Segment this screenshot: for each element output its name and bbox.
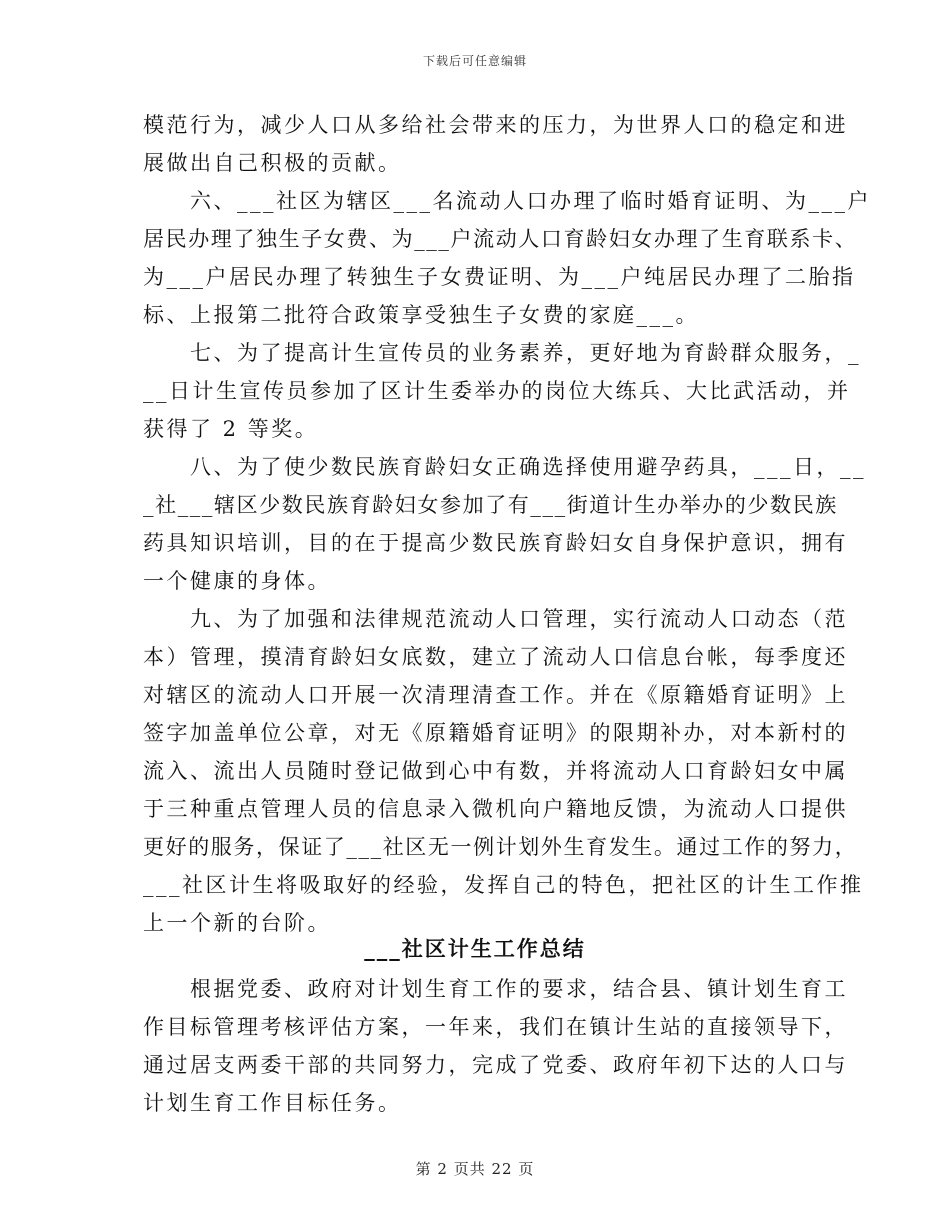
text-line: 为___户居民办理了转独生子女费证明、为___户纯居民办理了二胎指 bbox=[143, 265, 856, 289]
paragraph-eight: 八、为了使少数民族育龄妇女正确选择使用避孕药具，___日，__ bbox=[190, 455, 866, 479]
text-line: 签字加盖单位公章，对无《原籍婚育证明》的限期补办，对本新村的 bbox=[143, 721, 848, 745]
text-line: 标、上报第二批符合政策享受独生子女费的家庭___。 bbox=[143, 303, 699, 327]
text-line: 计划生育工作目标任务。 bbox=[143, 1091, 402, 1115]
paragraph-seven: 七、为了提高计生宣传员的业务素养，更好地为育龄群众服务，_ bbox=[190, 341, 861, 365]
text-line: 本）管理，摸清育龄妇女底数，建立了流动人口信息台帐，每季度还 bbox=[143, 645, 848, 669]
text-line: ___社区计生将吸取好的经验，发挥自己的特色，把社区的计生工作推 bbox=[143, 873, 864, 897]
text-line: 对辖区的流动人口开展一次清理清查工作。并在《原籍婚育证明》上 bbox=[143, 683, 848, 707]
text-line: __日计生宣传员参加了区计生委举办的岗位大练兵、大比武活动，并 bbox=[143, 379, 851, 403]
text-line: 流入、流出人员随时登记做到心中有数，并将流动人口育龄妇女中属 bbox=[143, 759, 848, 783]
page-footer: 第 2 页共 22 页 bbox=[415, 1160, 535, 1178]
text-line: 通过居支两委干部的共同努力，完成了党委、政府年初下达的人口与 bbox=[143, 1053, 848, 1077]
text-line: 药具知识培训，目的在于提高少数民族育龄妇女自身保护意识，拥有 bbox=[143, 531, 848, 555]
text-line: 更好的服务，保证了___社区无一例计划外生育发生。通过工作的努力， bbox=[143, 835, 858, 859]
paragraph-six: 六、___社区为辖区___名流动人口办理了临时婚育证明、为___户 bbox=[190, 189, 871, 213]
paragraph-nine: 九、为了加强和法律规范流动人口管理，实行流动人口动态（范 bbox=[190, 607, 848, 631]
text-line: 展做出自己积极的贡献。 bbox=[143, 151, 402, 175]
text-line: 居民办理了独生子女费、为___户流动人口育龄妇女办理了生育联系卡、 bbox=[143, 227, 858, 251]
text-line: 模范行为，减少人口从多给社会带来的压力，为世界人口的稳定和进 bbox=[143, 113, 848, 137]
text-line: 上一个新的台阶。 bbox=[143, 911, 331, 935]
section-title: ___社区计生工作总结 bbox=[364, 937, 586, 961]
text-line: _社___辖区少数民族育龄妇女参加了有___街道计生办举办的少数民族 bbox=[143, 493, 838, 517]
text-line: 作目标管理考核评估方案，一年来，我们在镇计生站的直接领导下， bbox=[143, 1015, 848, 1039]
text-line: 于三种重点管理人员的信息录入微机向户籍地反馈，为流动人口提供 bbox=[143, 797, 848, 821]
summary-paragraph: 根据党委、政府对计划生育工作的要求，结合县、镇计划生育工 bbox=[190, 977, 848, 1001]
text-line: 一个健康的身体。 bbox=[143, 569, 331, 593]
page-header: 下载后可任意编辑 bbox=[422, 54, 527, 68]
text-line: 获得了 2 等奖。 bbox=[143, 417, 319, 441]
